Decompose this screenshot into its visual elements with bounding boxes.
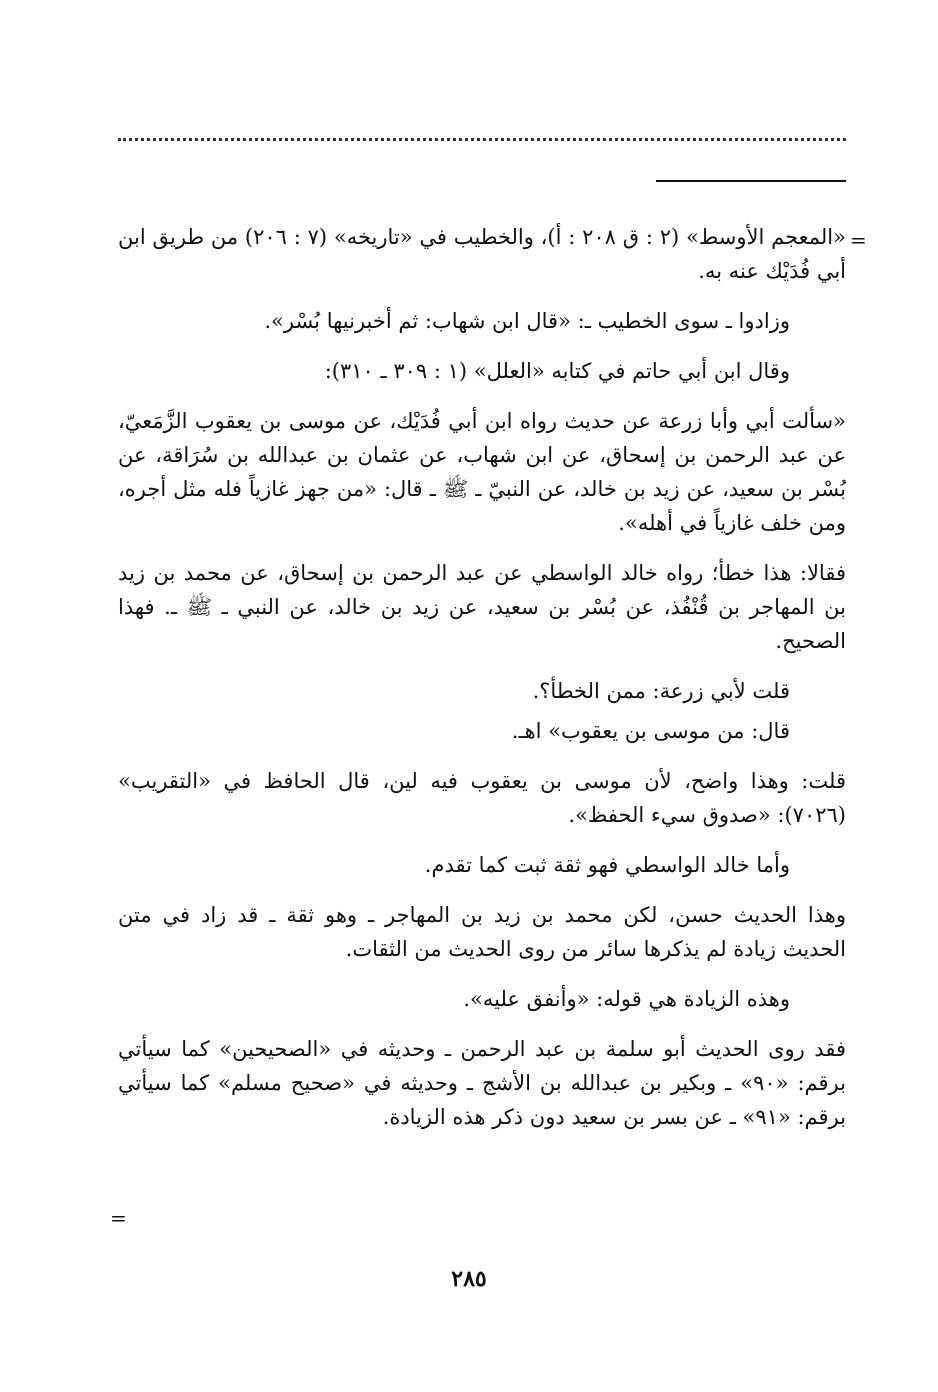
- paragraph-4: «سألت أبي وأبا زرعة عن حديث رواه ابن أبي فُدَيْك، عن موسى بن يعقوب الزَّمَعيّ، عن عبد الرحمن بن إسحاق، عن ابن شهاب، عن عثمان بن عبدالله بن سُرَاقة، عن بُسْر بن سعيد، عن زيد بن خالد، عن النبيّ ـ ﷺ ـ قال: «من جهز غازياً فله مثل أجره، ومن خلف غازياً في أهله».: [118, 409, 846, 535]
- continuation-marker-start: =: [850, 228, 867, 252]
- paragraph-8: قلت: وهذا واضح، لأن موسى بن يعقوب فيه لين، قال الحافظ في «التقريب» (٧٠٢٦): «صدوق سيء الحفظ».: [118, 769, 846, 827]
- paragraph-12: فقد روى الحديث أبو سلمة بن عبد الرحمن ـ وحديثه في «الصحيحين» كما سيأتي برقم: «٩٠» ـ وبكير بن عبدالله بن الأشج ـ وحديثه في «صحيح مسلم» كما سيأتي برقم: «٩١» ـ عن بسر بن سعيد دون ذكر هذه الزيادة.: [118, 1037, 846, 1129]
- paragraph-11: وهذه الزيادة هي قوله: «وأنفق عليه».: [463, 987, 790, 1011]
- page-number: ٢٨٥: [451, 1266, 487, 1292]
- footnote-rule: [656, 180, 846, 182]
- paragraph-5: فقالا: هذا خطأ؛ رواه خالد الواسطي عن عبد الرحمن بن إسحاق، عن محمد بن زيد بن المهاجر بن قُنْفُذ، عن بُسْر بن سعيد، عن زيد بن خالد، عن النبي ـ ﷺ ـ. فهذا الصحيح.: [118, 561, 846, 653]
- continuation-marker-end: =: [110, 1206, 127, 1230]
- paragraph-2: وزادوا ـ سوى الخطيب ـ: «قال ابن شهاب: ثم أخبرنيها بُسْر».: [264, 309, 790, 333]
- paragraph-9: وأما خالد الواسطي فهو ثقة ثبت كما تقدم.: [424, 853, 790, 877]
- paragraph-10: وهذا الحديث حسن، لكن محمد بن زيد بن المهاجر ـ وهو ثقة ـ قد زاد في متن الحديث زيادة لم يذكرها سائر من روى الحديث من الثقات.: [118, 903, 846, 961]
- paragraph-1: «المعجم الأوسط» (٢ : ق ٢٠٨ : أ)، والخطيب في «تاريخه» (٧ : ٢٠٦) من طريق ابن أبي فُدَيْك عنه به.: [118, 225, 846, 283]
- paragraph-3: وقال ابن أبي حاتم في كتابه «العلل» (١ : ٣٠٩ ـ ٣١٠):: [324, 359, 790, 383]
- paragraph-7: قال: من موسى بن يعقوب» اهـ.: [511, 719, 790, 743]
- dotted-separator: [118, 138, 846, 141]
- page-body: [118, 220, 846, 1134]
- paragraph-6: قلت لأبي زرعة: ممن الخطأ؟.: [532, 679, 790, 703]
